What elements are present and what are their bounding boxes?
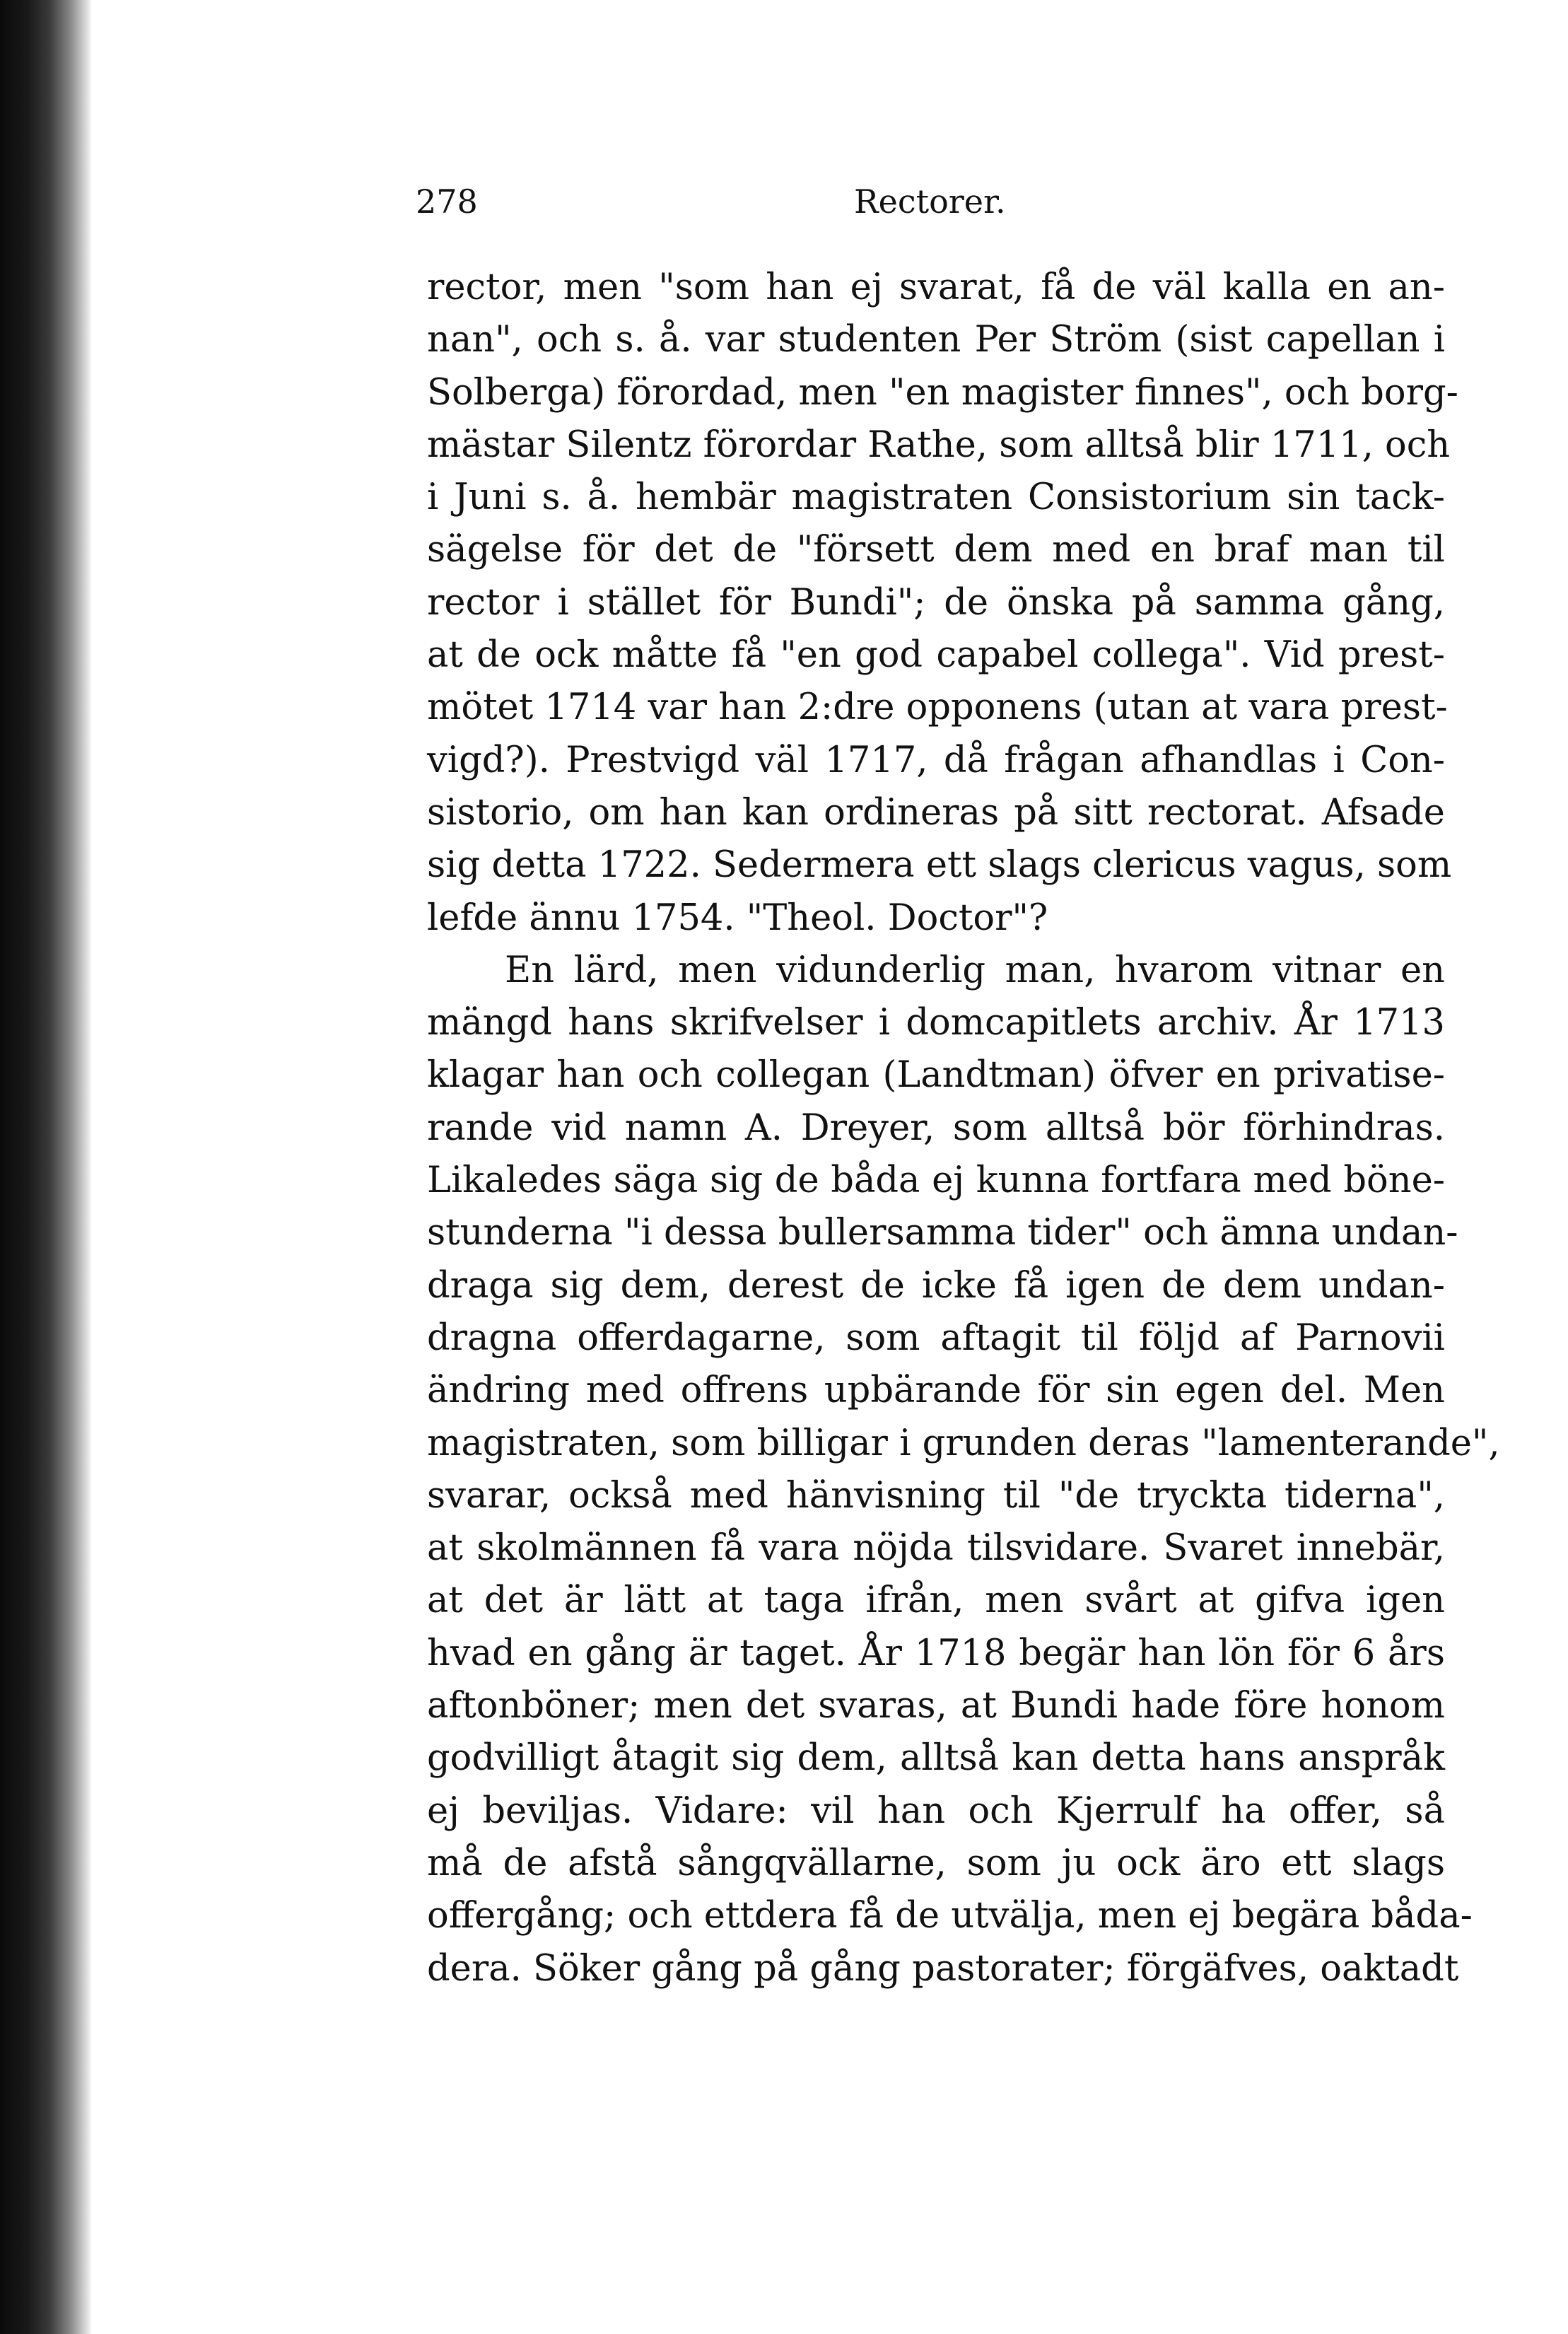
text-line: rande vid namn A. Dreyer, som alltså bör förhindras. — [427, 1107, 1445, 1149]
text-line: mötet 1714 var han 2:dre opponens (utan at vara prest- — [427, 687, 1448, 729]
text-line: vigd?). Prestvigd väl 1717, då frågan afhandlas i Con- — [427, 739, 1445, 781]
running-head — [416, 177, 1448, 226]
text-line: stunderna "i dessa bullersamma tider" och ämna undan- — [427, 1212, 1458, 1254]
text-line: rector, men "som han ej svarat, få de väl kalla en an- — [427, 267, 1445, 308]
text-line: sägelse för det de "försett dem med en braf man til — [427, 529, 1445, 571]
text-line: at skolmännen få vara nöjda tilsvidare. Svaret innebär, — [427, 1527, 1445, 1570]
text-line: Solberga) förordad, men "en magister finnes", och borg- — [427, 371, 1458, 414]
text-line: dragna offerdagarne, som aftagit til följd af Parnovii — [427, 1317, 1445, 1359]
text-line: i Juni s. å. hembär magistraten Consistorium sin tack- — [427, 477, 1445, 519]
body-text — [427, 262, 1500, 1995]
text-line: hvad en gång är taget. År 1718 begär han lön för 6 års — [427, 1632, 1445, 1674]
text-line: rector i stället för Bundi"; de önska på samma gång, — [427, 581, 1445, 624]
text-line: draga sig dem, derest de icke få igen de dem undan- — [427, 1264, 1445, 1307]
running-head-title: Rectorer. — [854, 182, 1006, 221]
text-line: magistraten, som billigar i grunden deras "lamenterande", — [427, 1422, 1500, 1464]
text-line: sistorio, om han kan ordineras på sitt rectorat. Afsade — [427, 791, 1445, 834]
text-line: mästar Silentz förordar Rathe, som alltså blir 1711, och — [427, 424, 1451, 466]
text-line: dera. Söker gång på gång pastorater; förgäfves, oaktadt — [427, 1947, 1459, 1990]
text-line: at det är lätt at taga ifrån, men svårt at gifva igen — [427, 1580, 1445, 1622]
text-line: ej beviljas. Vidare: vil han och Kjerrulf ha offer, så — [427, 1790, 1445, 1832]
text-line: ändring med offrens upbärande för sin egen del. Men — [427, 1370, 1445, 1412]
text-line: offergång; och ettdera få de utvälja, men ej begära båda- — [427, 1895, 1473, 1937]
text-line: lefde ännu 1754. "Theol. Doctor"? — [427, 897, 1048, 939]
text-line: klagar han och collegan (Landtman) öfver en privatise- — [427, 1054, 1445, 1097]
text-line: Likaledes säga sig de båda ej kunna fortfara med böne- — [427, 1160, 1445, 1202]
text-line: må de afstå sångqvällarne, som ju ock äro ett slags — [427, 1842, 1445, 1884]
text-line: sig detta 1722. Sedermera ett slags clericus vagus, som — [427, 844, 1452, 887]
text-line: svarar, också med hänvisning til "de tryckta tiderna", — [427, 1474, 1445, 1517]
text-line: nan", och s. å. var studenten Per Ström (sist capellan i — [427, 319, 1445, 361]
text-line: mängd hans skrifvelser i domcapitlets archiv. År 1713 — [427, 1002, 1445, 1044]
text-line: En lärd, men vidunderlig man, hvarom vitnar en — [505, 949, 1445, 991]
text-line: at de ock måtte få "en god capabel collega". Vid prest- — [427, 634, 1445, 677]
text-line: aftonböner; men det svaras, at Bundi hade före honom — [427, 1685, 1445, 1727]
text-line: godvilligt åtagit sig dem, alltså kan detta hans anspråk — [427, 1737, 1445, 1780]
page-number: 278 — [416, 182, 478, 221]
